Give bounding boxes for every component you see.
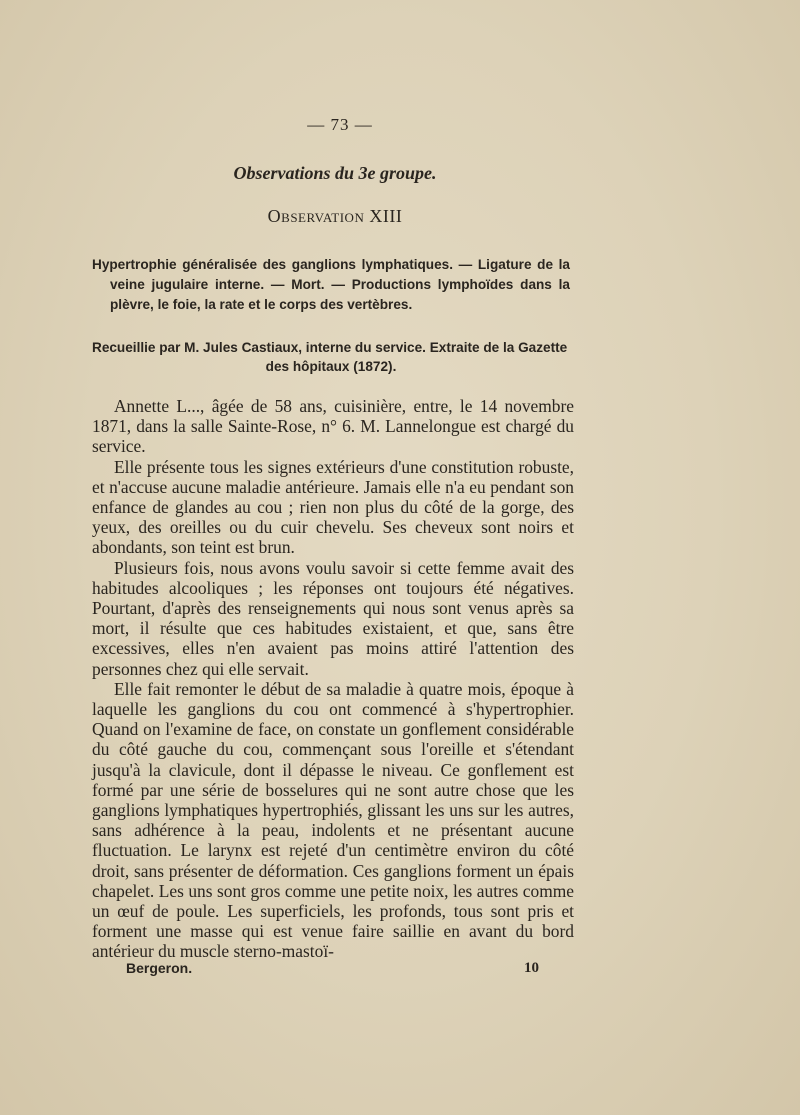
section-heading: Observations du 3e groupe. [233, 163, 437, 183]
observation-summary: Hypertrophie généralisée des ganglions lymphatiques. — Ligature de la veine jugulaire interne. — Mort. — Productions lymphoïdes dans la plèvre, le foie, la rate et le corps des vertèbres. [92, 257, 570, 312]
observation-title: Observation XIII [267, 206, 403, 226]
footer-signature-number: 10 [524, 960, 539, 976]
paragraph-4: Elle fait remonter le début de sa maladie à quatre mois, époque à laquelle les ganglions du cou ont commencé à s'hypertrophier. Quand on l'examine de face, on constate un gonflement considérable du côté gauche du cou, commençant sous l'oreille et s'étendant jusqu'à la clavicule, dont il dépasse le niveau. Ce gonflement est formé par une série de bosselures qui ne sont autre chose que les ganglions lymphatiques hypertrophiés, glissant les uns sur les autres, sans adhérence à la peau, indolents et ne présentant aucune fluctuation. Le larynx est rejeté d'un centimètre environ du côté droit, sans présenter de déformation. Ces ganglions forment un épais chapelet. Les uns sont gros comme une petite noix, les autres comme un œuf de poule. Les superficiels, les profonds, tous sont pris et forment une masse qui est venue faire saillie en avant du bord antérieur du muscle sterno-mastoï- [92, 678, 574, 962]
source-line-1: Recueillie par M. Jules Castiaux, interne du service. Extraite de la Gazette [92, 340, 568, 355]
paragraph-1: Annette L..., âgée de 58 ans, cuisinière, entre, le 14 novembre 1871, dans la salle Sainte-Rose, n° 6. M. Lannelongue est chargé du service. [92, 396, 574, 457]
source-line-2: des hôpitaux (1872). [265, 359, 397, 374]
footer-author: Bergeron. [126, 960, 193, 976]
page-number: — 73 — [307, 115, 373, 134]
source-citation [92, 338, 570, 376]
paragraph-3: Plusieurs fois, nous avons voulu savoir si cette femme avait des habitudes alcooliques ; les réponses ont toujours été négatives. Pourtant, d'après des renseignements qui nous sont venus après sa mort, il résulte que ces habitudes existaient, et que, sans être excessives, elles n'en avaient pas moins attiré l'attention des personnes chez qui elle servait. [92, 557, 574, 679]
paragraph-2: Elle présente tous les signes extérieurs d'une constitution robuste, et n'accuse aucune maladie antérieure. Jamais elle n'a eu pendant son enfance de glandes au cou ; rien non plus du côté de la gorge, des yeux, des oreilles ou du cuir chevelu. Ses cheveux sont noirs et abondants, son teint est brun. [92, 456, 574, 558]
body-text [92, 396, 574, 962]
